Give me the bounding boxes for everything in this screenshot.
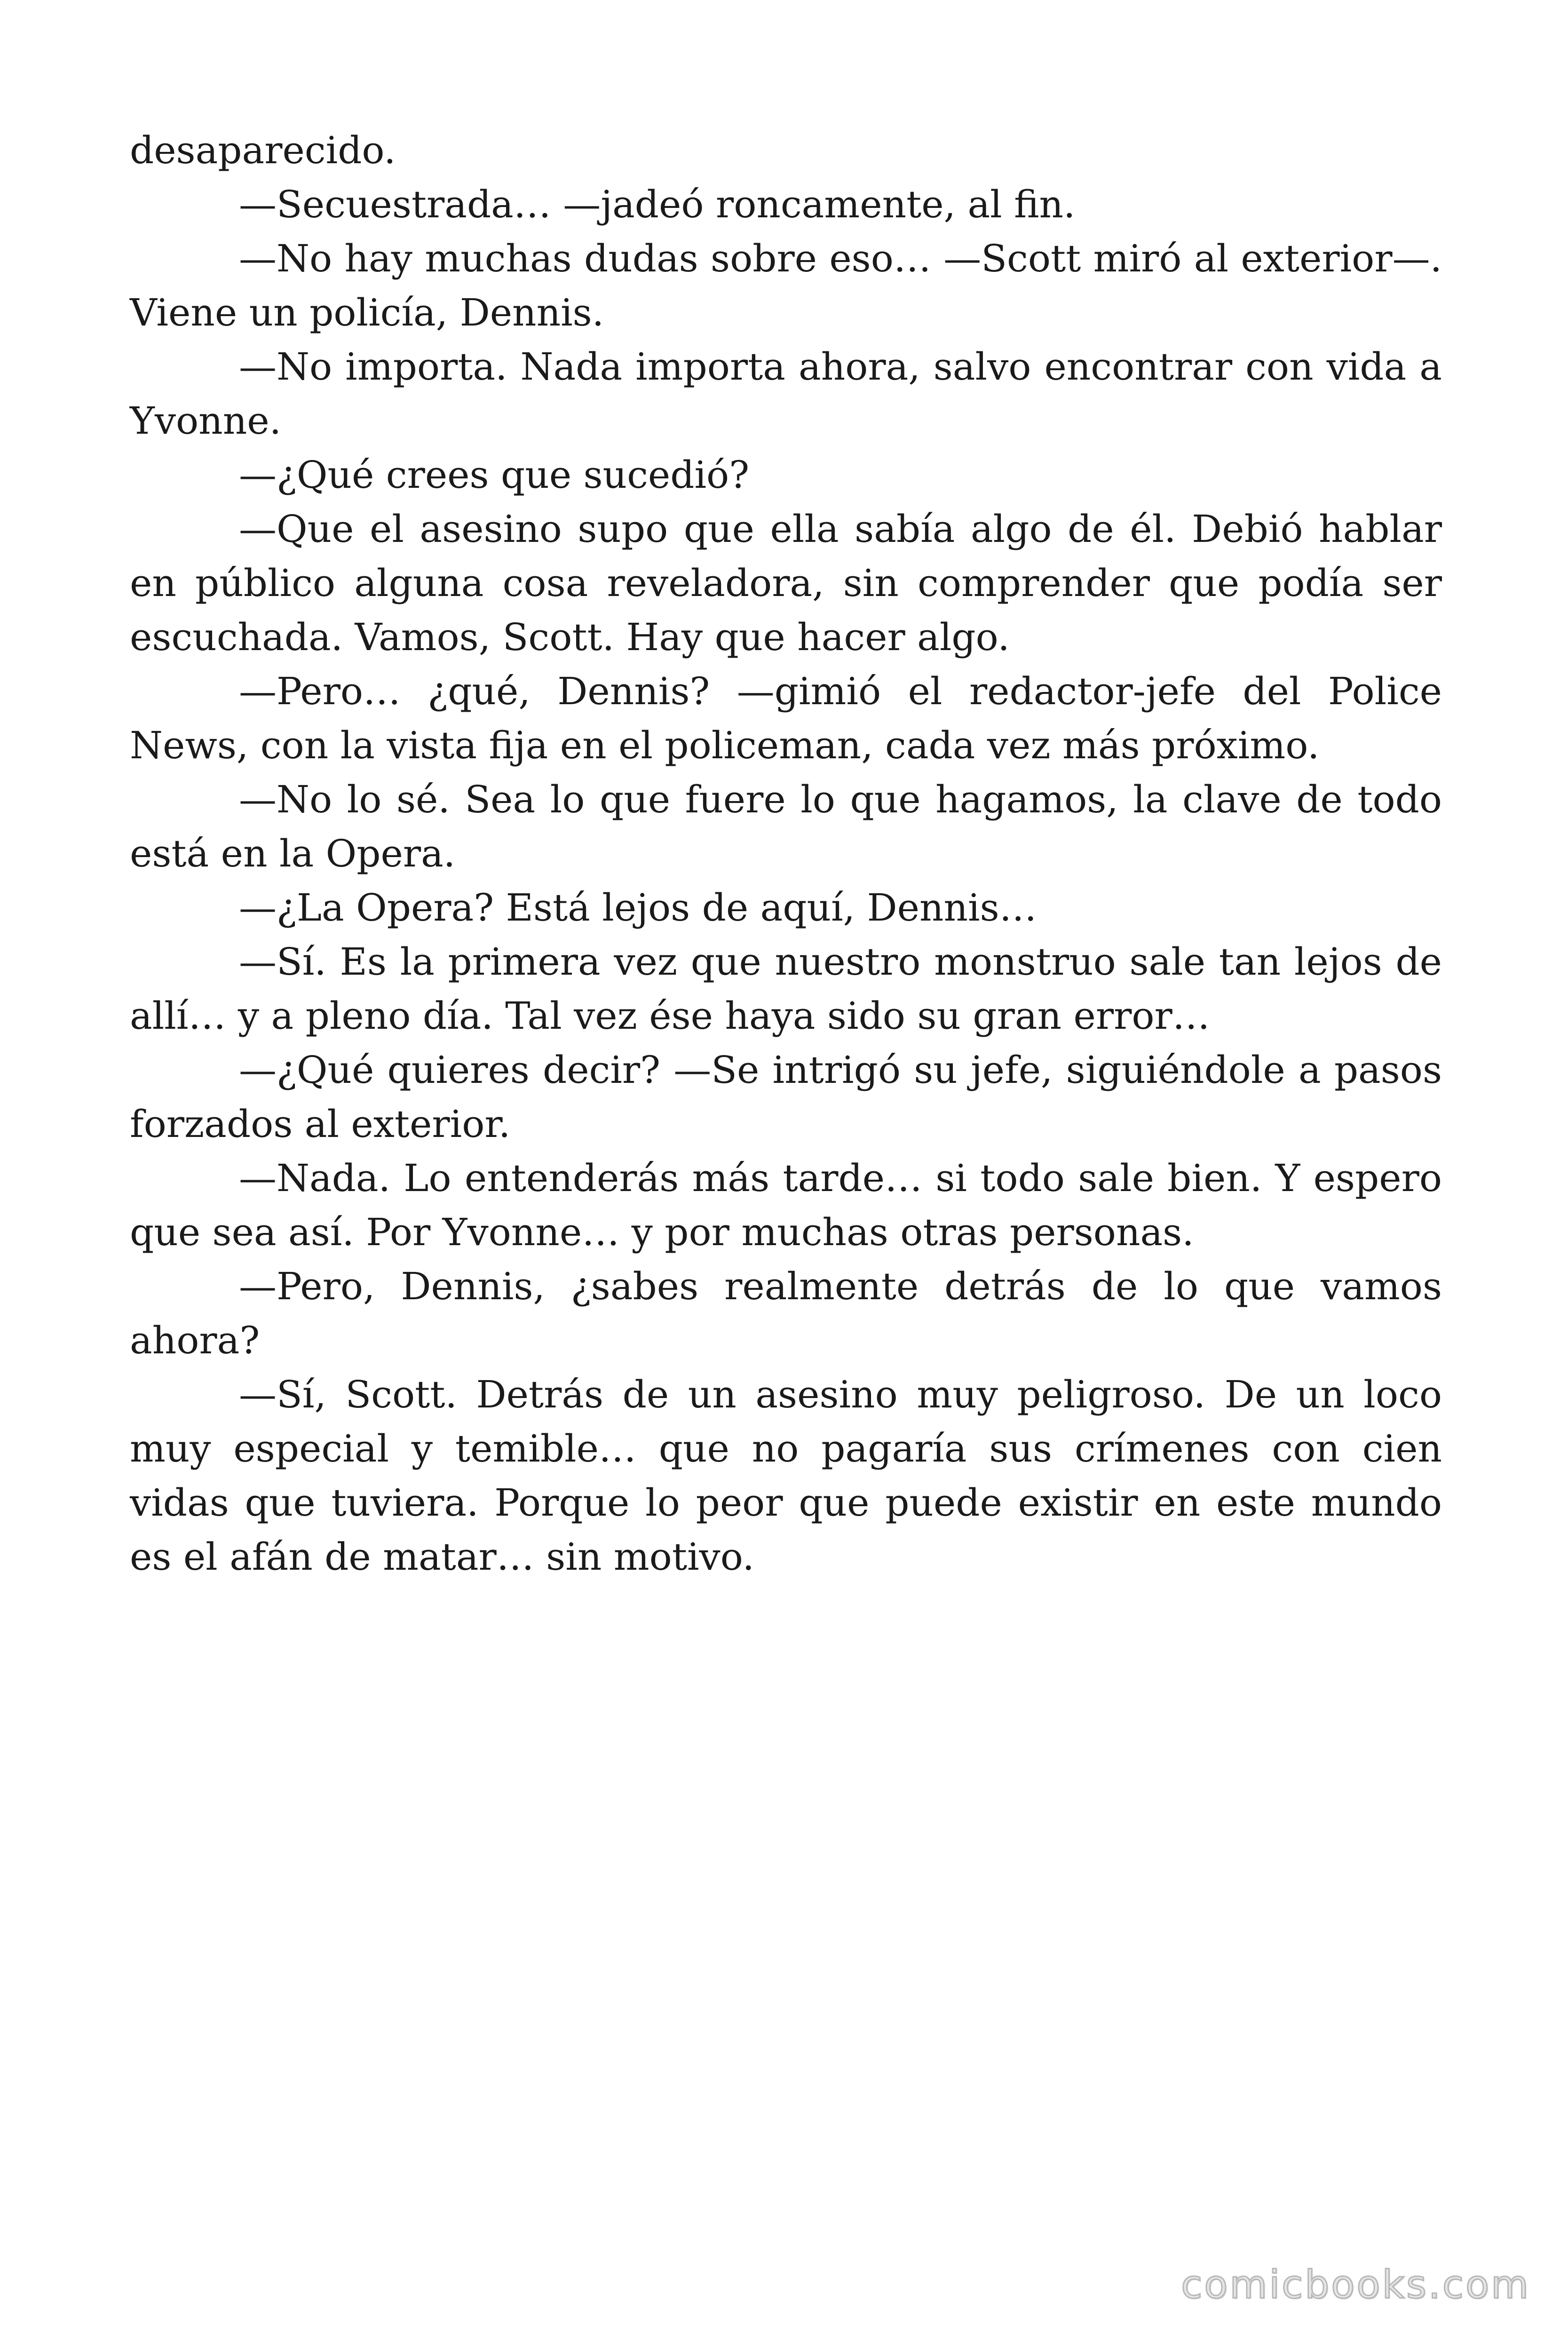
paragraph: —Pero, Dennis, ¿sabes realmente detrás de lo que vamos ahora? <box>130 1264 1442 1362</box>
watermark: comicbooks.com <box>1181 2263 1530 2307</box>
paragraph: —¿Qué quieres decir? —Se intrigó su jefe, siguiéndole a pasos forzados al exterior. <box>130 1048 1442 1146</box>
paragraph: —No hay muchas dudas sobre eso… —Scott miró al exterior—. Viene un policía, Dennis. <box>130 237 1442 334</box>
paragraph: —Sí, Scott. Detrás de un asesino muy peligroso. De un loco muy especial y temible… que no pagaría sus crímenes con cien vidas que tuviera. Porque lo peor que puede existir en este mundo es el afán de matar… sin motivo. <box>130 1373 1442 1579</box>
paragraph: —Sí. Es la primera vez que nuestro monstruo sale tan lejos de allí… y a pleno día. Tal vez ése haya sido su gran error… <box>130 940 1442 1038</box>
paragraph: —No importa. Nada importa ahora, salvo encontrar con vida a Yvonne. <box>130 345 1442 443</box>
paragraph: —Secuestrada… —jadeó roncamente, al fin. <box>239 183 1076 226</box>
paragraph-continuation: desaparecido. <box>130 128 396 172</box>
paragraph: —Que el asesino supo que ella sabía algo de él. Debió hablar en público alguna cosa reveladora, sin comprender que podía ser escuchada. Vamos, Scott. Hay que hacer algo. <box>130 507 1442 659</box>
body-text <box>130 123 1442 1584</box>
paragraph: —Nada. Lo entenderás más tarde… si todo sale bien. Y espero que sea así. Por Yvonne… y por muchas otras personas. <box>130 1156 1442 1254</box>
paragraph: —¿Qué crees que sucedió? <box>239 453 750 497</box>
paragraph: —¿La Opera? Está lejos de aquí, Dennis… <box>239 886 1037 930</box>
paragraph: —Pero… ¿qué, Dennis? —gimió el redactor-jefe del Police News, con la vista fija en el policeman, cada vez más próximo. <box>130 669 1442 767</box>
paragraph: —No lo sé. Sea lo que fuere lo que hagamos, la clave de todo está en la Opera. <box>130 778 1442 875</box>
